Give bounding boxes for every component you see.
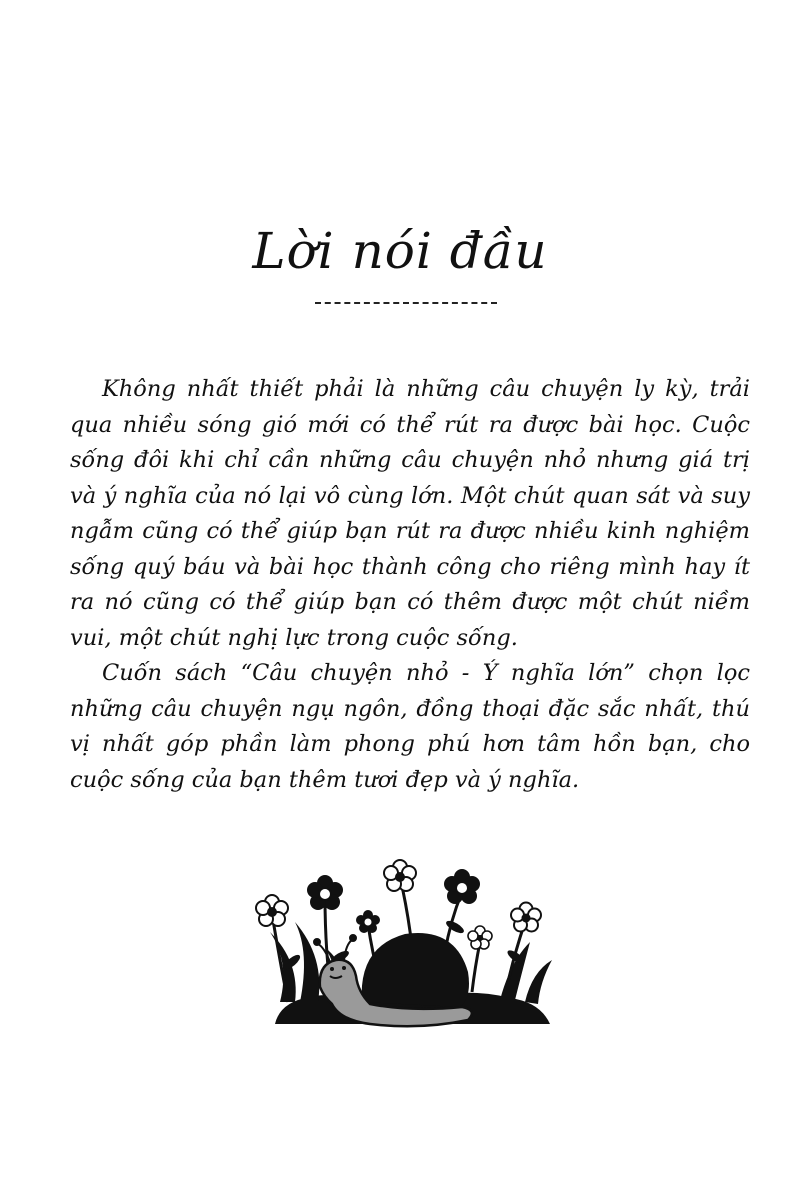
flower-icon [468,926,492,949]
flower-icon [511,903,541,932]
snail-shell [362,933,469,1007]
preface-paragraph-2: Cuốn sách “Câu chuyện nhỏ - Ý nghĩa lớn” chọn lọc những câu chuyện ngụ ngôn, đồng thoại đặc sắc nhất, thú vị nhất góp phần làm phong phú hơn tâm hồn bạn, cho cuộc sống của bạn thêm tươi đẹp và ý nghĩa. [70,660,750,793]
page-title: Lời nói đầu [252,222,548,280]
flower-icon [307,875,343,910]
flower-icon [444,869,480,904]
flower-icon [384,860,416,891]
preface-body [70,372,750,798]
flower-icon [356,910,380,933]
title-underline [315,302,497,304]
flower-icon [256,895,288,926]
preface-paragraph-1: Không nhất thiết phải là những câu chuyện ly kỳ, trải qua nhiều sóng gió mới có thể rút ra được bài học. Cuộc sống đôi khi chỉ cần những câu chuyện nhỏ nhưng giá trị và ý nghĩa của nó lại vô cùng lớn. Một chút quan sát và suy ngẫm cũng có thể giúp bạn rút ra được nhiều kinh nghiệm sống quý báu và bài học thành công cho riêng mình hay ít ra nó cũng có thể giúp bạn có thêm được một chút niềm vui, một chút nghị lực trong cuộc sống. [70,376,750,651]
snail-with-flowers-icon [240,852,570,1042]
